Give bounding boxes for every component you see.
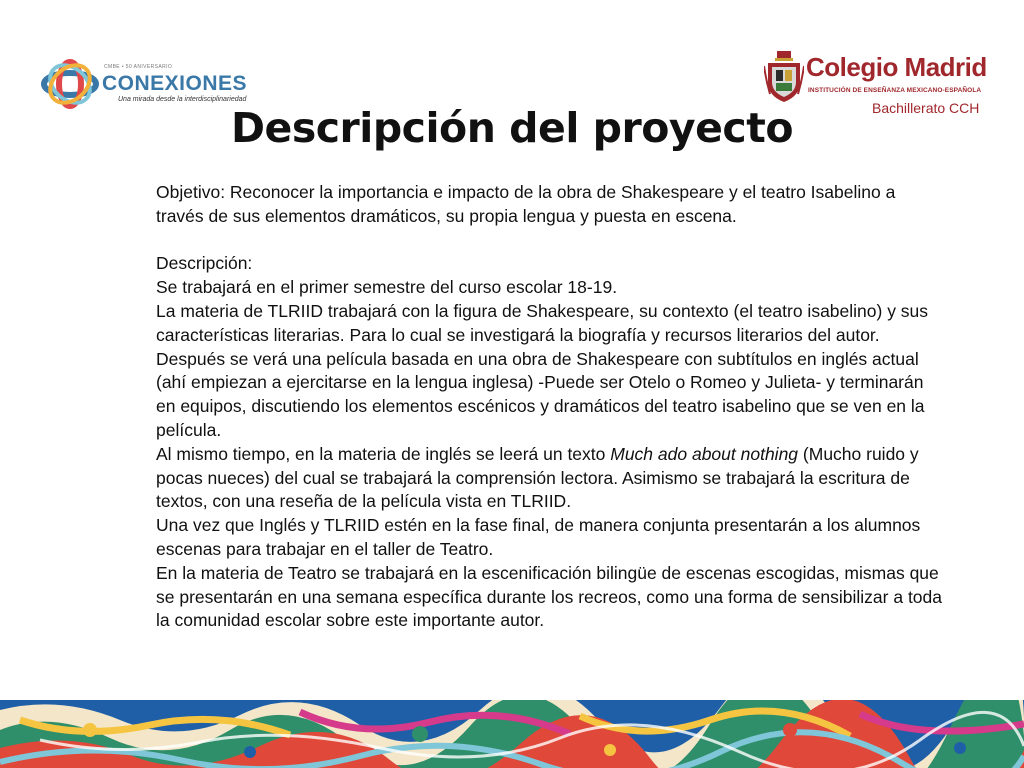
theatre-text: En la materia de Teatro se trabajará en la escenificación bilingüe de escenas escogidas, mismas que se presentarán en una semana específica durante los recreos, como una forma de sensibilizar a toda la comunidad escolar sobre este importante autor. (156, 562, 943, 631)
objective-text: Objetivo: Reconocer la importancia e impacto de la obra de Shakespeare y el teatro Isabelino a través de sus elementos dramáticos, su propia lengua y puesta en escena. (156, 182, 896, 226)
semester-text: Se trabajará en el primer semestre del curso escolar 18-19. (156, 277, 618, 298)
conexiones-knot-icon (40, 58, 100, 110)
tlriid-text: La materia de TLRIID trabajará con la figura de Shakespeare, su contexto (el teatro isabelino) y sus características literarias. Para lo cual se investigará la biografía y recursos literarios del autor. Después se verá una película basada en una obra de Shakespeare con subtítulos en inglés actual (ahí empiezan a ejercitarse en la lengua inglesa) -Puede ser Otelo o Romeo y Julieta- y terminarán en equipos, discutiendo los elementos escénicos y dramáticos del teatro isabelino que se ven en la película. (156, 300, 929, 440)
colegio-madrid-program: Bachillerato CCH (872, 100, 980, 116)
english-text-start: Al mismo tiempo, en la materia de inglés se leerá un texto (156, 443, 611, 464)
conexiones-logo (40, 58, 270, 110)
page-title: Descripción del proyecto (231, 104, 793, 152)
colegio-madrid-name: Colegio Madrid (806, 52, 987, 82)
english-text-end: (Mucho ruido y pocas nueces) del cual se trabajará la comprensión lectora. Asimismo se trabajará la escritura de textos, con una reseña de la película vista en TLRIID. (156, 443, 919, 512)
decorative-mosaic-banner (0, 700, 1024, 768)
colegio-madrid-subtitle: INSTITUCIÓN DE ENSEÑANZA MEXICANO-ESPAÑOLA (808, 87, 982, 94)
paragraph-gap (156, 229, 946, 253)
description-label: Descripción: (156, 253, 253, 274)
book-title: Much ado about nothing (610, 443, 799, 464)
conexiones-tagline: Una mirada desde la interdisciplinariedad (118, 96, 247, 103)
crest-icon (764, 50, 804, 104)
conexiones-small-text: CMBE • 50 ANIVERSARIO (104, 64, 173, 70)
english-text (156, 443, 946, 514)
conexiones-name: CONEXIONES (102, 72, 248, 95)
joint-work-text: Una vez que Inglés y TLRIID estén en la fase final, de manera conjunta presentarán a los alumnos escenas para trabajar en el taller de Teatro. (156, 515, 921, 559)
project-description (156, 181, 946, 633)
